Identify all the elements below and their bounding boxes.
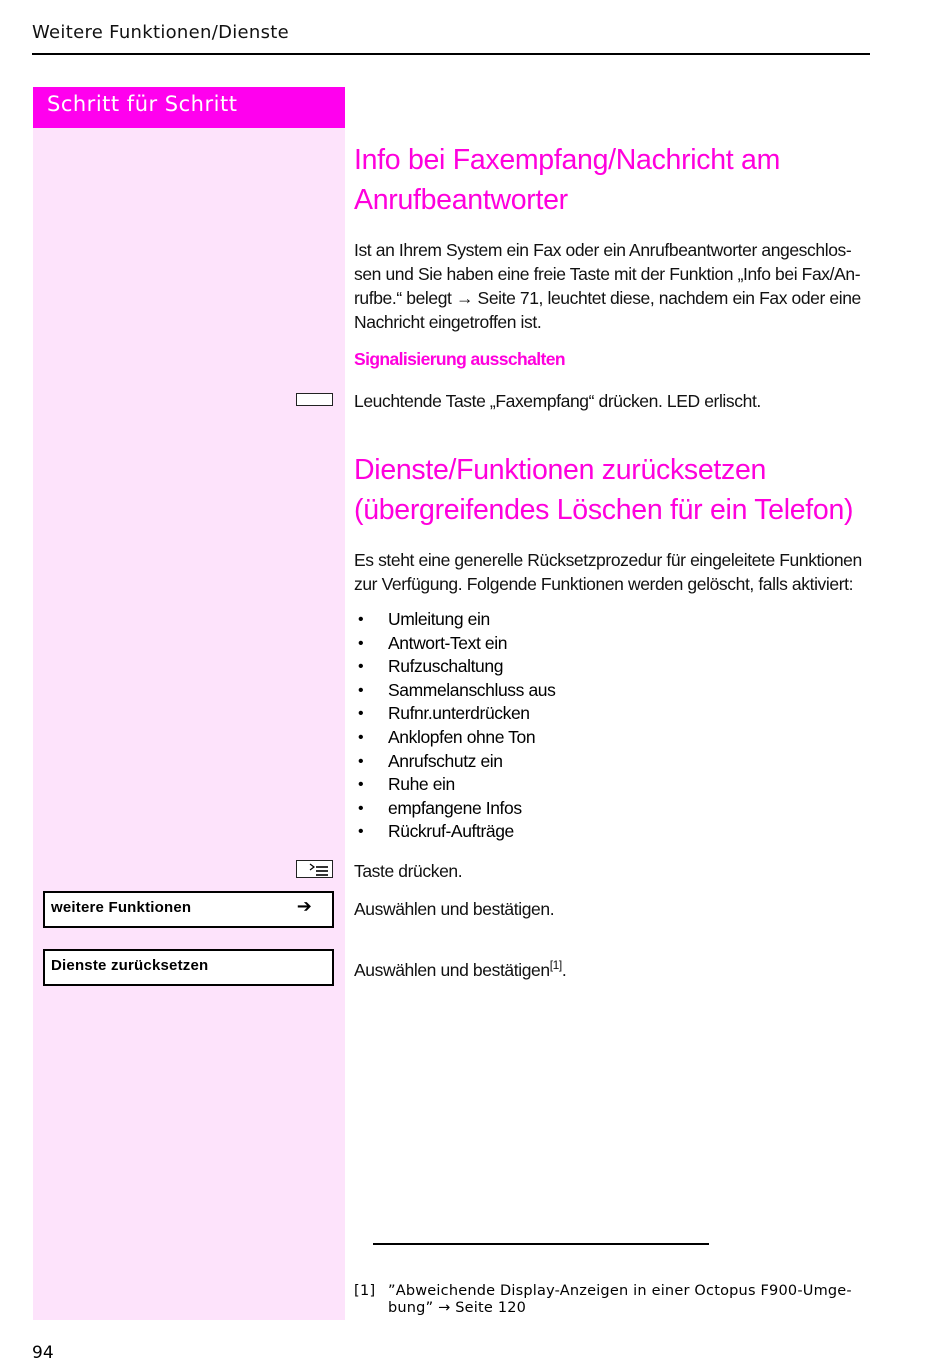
bullet-icon: • [358, 752, 364, 770]
menu-option-label: Dienste zurücksetzen [51, 957, 209, 974]
section1-intro-line: sen und Sie haben eine freie Taste mit der Funktion „Info bei Fax/An- [354, 264, 861, 284]
bullet-icon: • [358, 681, 364, 699]
arrow-right-icon: ➔ [296, 896, 312, 916]
bullet-icon: • [358, 705, 364, 723]
list-item: • Rufzuschaltung [354, 655, 555, 679]
section1-intro-line: Ist an Ihrem System ein Fax oder ein Anrufbeantworter angeschlos- [354, 240, 852, 260]
list-item: • Sammelanschluss aus [354, 679, 555, 703]
section1-title-line1: Info bei Faxempfang/Nachricht am [354, 144, 781, 176]
list-item: • Anrufschutz ein [354, 750, 555, 774]
section2-intro [354, 548, 894, 596]
menu-key-icon [296, 860, 333, 878]
section1-intro [354, 238, 874, 334]
footnote-rule [373, 1243, 709, 1245]
section1-step: Leuchtende Taste „Faxempfang“ drücken. LED erlischt. [354, 391, 761, 411]
bullet-icon: • [358, 776, 364, 794]
menu-option-weitere-funktionen[interactable] [43, 891, 334, 928]
list-item: • Rückruf-Aufträge [354, 820, 555, 844]
footnote-line: bung” → Seite 120 [388, 1300, 527, 1316]
section1-intro-line: Nachricht eingetroffen ist. [354, 312, 542, 332]
sidebar-panel [33, 87, 345, 1320]
bullet-icon: • [358, 634, 364, 652]
menu-option-label: weitere Funktionen [51, 899, 192, 916]
bullet-icon: • [358, 611, 364, 628]
section2-title-line1: Dienste/Funktionen zurücksetzen [354, 454, 767, 486]
section1-subheading: Signalisierung ausschalten [354, 349, 565, 369]
bullet-icon: • [358, 728, 364, 746]
section1-intro-line: rufbe.“ belegt → Seite 71, leuchtet diese, nachdem ein Fax oder eine [354, 288, 861, 308]
menu-option-dienste-zuruecksetzen[interactable] [43, 949, 334, 986]
section1-title-line2: Anrufbeantworter [354, 184, 568, 216]
sidebar-header: Schritt für Schritt [33, 87, 345, 128]
bullet-icon: • [358, 823, 364, 841]
bullet-icon: • [358, 658, 364, 676]
list-item: • Anklopfen ohne Ton [354, 726, 555, 750]
reset-function-list [354, 608, 555, 844]
footnote-number: [1] [354, 1283, 376, 1299]
step-select-confirm-footnoted: Auswählen und bestätigen[1]. [354, 958, 567, 980]
step-press-key: Taste drücken. [354, 861, 463, 881]
section2-intro-line: Es steht eine generelle Rücksetzprozedur für eingeleitete Funktionen [354, 550, 862, 570]
section2-title [354, 450, 914, 530]
section2-title-line2: (übergreifendes Löschen für ein Telefon) [354, 494, 854, 526]
section1-title [354, 140, 914, 220]
footnote-line: ”Abweichende Display-Anzeigen in einer Octopus F900-Umge- [388, 1283, 852, 1299]
header-rule [32, 53, 870, 55]
list-item: • Antwort-Text ein [354, 632, 555, 656]
footnote-text [388, 1283, 868, 1317]
list-item: • Rufnr.unterdrücken [354, 702, 555, 726]
page-number: 94 [32, 1343, 54, 1363]
list-item: • Umleitung ein [354, 608, 555, 632]
section2-intro-line: zur Verfügung. Folgende Funktionen werden gelöscht, falls aktiviert: [354, 574, 854, 594]
function-key-icon [296, 393, 333, 406]
list-item: • Ruhe ein [354, 773, 555, 797]
running-header: Weitere Funktionen/Dienste [32, 22, 290, 43]
bullet-icon: • [358, 799, 364, 817]
step-select-confirm: Auswählen und bestätigen. [354, 899, 555, 919]
footnote-reference[interactable]: [1] [549, 958, 562, 972]
list-item: • empfangene Infos [354, 797, 555, 821]
